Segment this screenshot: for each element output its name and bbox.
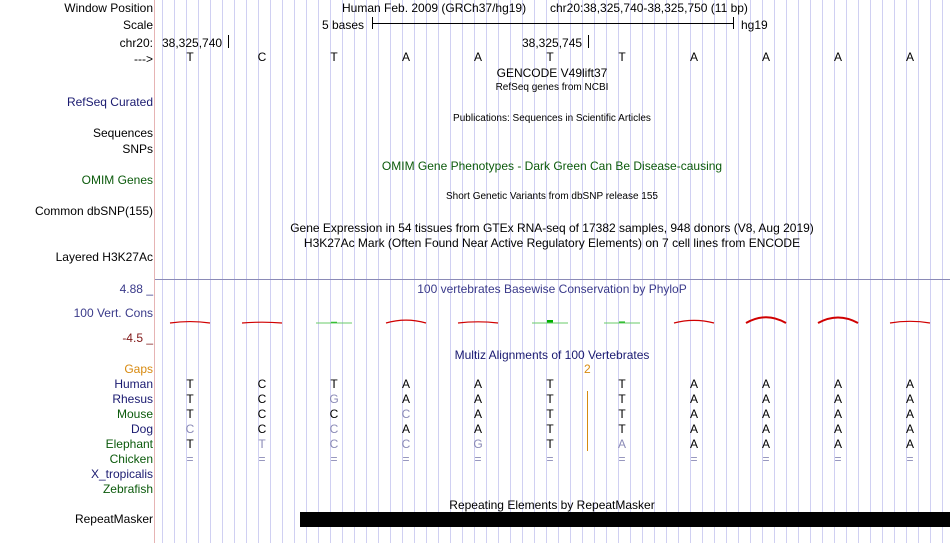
sequence-base: A xyxy=(761,50,770,64)
common-dbsnp-label[interactable]: Common dbSNP(155) xyxy=(34,204,153,218)
alignment-base: C xyxy=(329,437,339,451)
phylop-arc xyxy=(818,317,858,323)
gridline xyxy=(894,0,895,543)
gridline xyxy=(654,0,655,543)
alignment-base: A xyxy=(833,407,842,421)
alignment-base: = xyxy=(690,452,698,466)
phylop-arc xyxy=(746,317,786,323)
alignment-base: A xyxy=(689,377,698,391)
phylop-arc xyxy=(890,321,930,323)
layered-h3k27ac-label[interactable]: Layered H3K27Ac xyxy=(55,250,153,264)
alignment-base: A xyxy=(401,422,410,436)
phylop-arc xyxy=(386,320,426,323)
gridline xyxy=(786,0,787,543)
alignment-base: C xyxy=(257,407,267,421)
sequence-base: A xyxy=(833,50,842,64)
alignment-base: A xyxy=(905,407,914,421)
gridline xyxy=(306,0,307,543)
alignment-base: T xyxy=(546,422,554,436)
gridline xyxy=(666,0,667,543)
gridline xyxy=(462,0,463,543)
gtex-track-title[interactable]: Gene Expression in 54 tissues from GTEx RNA-seq of 17382 samples, 948 donors (V8, Aug 2019) xyxy=(290,221,814,235)
scale-label: Scale xyxy=(122,18,153,32)
species-label-x_tropicalis[interactable]: X_tropicalis xyxy=(90,467,153,481)
repeatmasker-track-title[interactable]: Repeating Elements by RepeatMasker xyxy=(449,498,655,512)
gridline xyxy=(390,0,391,543)
gridline xyxy=(234,0,235,543)
alignment-base: T xyxy=(546,392,554,406)
phylop-arc xyxy=(242,322,282,323)
alignment-base: T xyxy=(186,392,194,406)
phylop-arc xyxy=(458,322,498,323)
phylop-max-value: 4.88 _ xyxy=(119,282,153,296)
species-label-rhesus[interactable]: Rhesus xyxy=(112,392,153,406)
alignment-base: C xyxy=(257,422,267,436)
sequence-base: T xyxy=(186,50,194,64)
alignment-base: A xyxy=(473,407,482,421)
alignment-base: = xyxy=(186,452,194,466)
species-label-zebrafish[interactable]: Zebrafish xyxy=(102,482,153,496)
alignment-base: = xyxy=(762,452,770,466)
alignment-base: = xyxy=(906,452,914,466)
species-label-dog[interactable]: Dog xyxy=(130,422,153,436)
alignment-base: A xyxy=(833,392,842,406)
alignment-base: C xyxy=(257,392,267,406)
gap-count: 2 xyxy=(584,362,591,376)
alignment-base: A xyxy=(833,422,842,436)
alignment-base: G xyxy=(329,392,339,406)
alignment-base: = xyxy=(330,452,338,466)
alignment-base: T xyxy=(618,407,626,421)
coord-mid-tick xyxy=(588,35,589,48)
repeat-element-bar[interactable] xyxy=(300,512,950,527)
alignment-base: A xyxy=(473,422,482,436)
gridline xyxy=(870,0,871,543)
alignment-base: T xyxy=(186,407,194,421)
assembly-name[interactable]: Human Feb. 2009 (GRCh37/hg19) xyxy=(342,1,527,15)
gridline xyxy=(354,0,355,543)
sequence-base: A xyxy=(905,50,914,64)
alignment-base: A xyxy=(689,437,698,451)
alignment-base: = xyxy=(546,452,554,466)
omim-genes-label[interactable]: OMIM Genes xyxy=(81,173,153,187)
scale-bar xyxy=(372,23,734,24)
alignment-base: A xyxy=(833,437,842,451)
gridline xyxy=(738,0,739,543)
gridline xyxy=(210,0,211,543)
alignment-base: A xyxy=(833,377,842,391)
publications-track-title[interactable]: Publications: Sequences in Scientific Articles xyxy=(453,113,651,124)
gridline xyxy=(750,0,751,543)
alignment-base: T xyxy=(618,377,626,391)
alignment-base: T xyxy=(546,437,554,451)
species-label-mouse[interactable]: Mouse xyxy=(116,407,153,421)
alignment-base: C xyxy=(185,422,195,436)
alignment-base: A xyxy=(689,407,698,421)
alignment-base: G xyxy=(473,437,483,451)
gridline xyxy=(294,0,295,543)
phylop-arc xyxy=(674,320,714,323)
coord-mid: 38,325,745 xyxy=(522,36,583,50)
alignment-base: A xyxy=(761,422,770,436)
gridline xyxy=(714,0,715,543)
sequence-base: T xyxy=(546,50,554,64)
alignment-base: C xyxy=(329,422,339,436)
scale-db: hg19 xyxy=(741,18,768,32)
alignment-base: T xyxy=(258,437,266,451)
alignment-base: = xyxy=(474,452,482,466)
gridline xyxy=(678,0,679,543)
gridline xyxy=(438,0,439,543)
alignment-base: A xyxy=(761,407,770,421)
phylop-track-title[interactable]: 100 vertebrates Basewise Conservation by PhyloP xyxy=(417,282,687,296)
alignment-base: A xyxy=(905,392,914,406)
alignment-base: A xyxy=(761,392,770,406)
sequences-label[interactable]: Sequences xyxy=(92,126,153,140)
alignment-base: A xyxy=(617,437,626,451)
100-vert-cons-label[interactable]: 100 Vert. Cons xyxy=(73,306,153,320)
sequence-base: A xyxy=(473,50,482,64)
phylop-arc xyxy=(170,322,210,323)
alignment-base: = xyxy=(258,452,266,466)
alignment-base: T xyxy=(186,437,194,451)
gridline xyxy=(174,0,175,543)
species-label-elephant[interactable]: Elephant xyxy=(105,437,153,451)
coord-left-tick xyxy=(228,35,229,48)
dbsnp-track-title[interactable]: Short Genetic Variants from dbSNP release 155 xyxy=(446,191,658,202)
track-group-separator xyxy=(155,279,950,280)
alignment-base: = xyxy=(618,452,626,466)
alignment-base: A xyxy=(401,392,410,406)
phylop-wiggle[interactable] xyxy=(155,300,950,340)
gridline xyxy=(858,0,859,543)
gridline xyxy=(726,0,727,543)
alignment-base: A xyxy=(473,377,482,391)
gencode-track-title[interactable]: GENCODE V49lift37 xyxy=(496,66,608,80)
alignment-base: T xyxy=(618,422,626,436)
alignment-base: = xyxy=(834,452,842,466)
alignment-base: A xyxy=(761,377,770,391)
alignment-base: A xyxy=(473,392,482,406)
refseq-curated-label[interactable]: RefSeq Curated xyxy=(66,95,153,109)
gridline xyxy=(366,0,367,543)
alignment-base: A xyxy=(905,422,914,436)
gridline xyxy=(282,0,283,543)
alignment-base: A xyxy=(689,392,698,406)
gridline xyxy=(162,0,163,543)
gridline xyxy=(318,0,319,543)
alignment-base: A xyxy=(689,422,698,436)
multiz-track-title[interactable]: Multiz Alignments of 100 Vertebrates xyxy=(454,348,650,362)
gridline xyxy=(810,0,811,543)
species-label-human[interactable]: Human xyxy=(114,377,153,391)
alignment-base: T xyxy=(546,407,554,421)
alignment-base: T xyxy=(186,377,194,391)
alignment-base: T xyxy=(618,392,626,406)
window-position-label: Window Position xyxy=(64,1,153,15)
sequence-base: C xyxy=(257,50,267,64)
phylop-min-value: -4.5 _ xyxy=(122,331,153,345)
gridline xyxy=(942,0,943,543)
sequence-base: T xyxy=(330,50,338,64)
omim-track-title[interactable]: OMIM Gene Phenotypes - Dark Green Can Be Disease-causing xyxy=(381,159,723,173)
h3k27ac-track-title[interactable]: H3K27Ac Mark (Often Found Near Active Regulatory Elements) on 7 cell lines from ENCODE xyxy=(303,236,801,250)
refseq-track-title[interactable]: RefSeq genes from NCBI xyxy=(495,82,609,93)
alignment-base: C xyxy=(257,377,267,391)
sequence-base: A xyxy=(689,50,698,64)
gridline xyxy=(882,0,883,543)
alignment-base: C xyxy=(329,407,339,421)
species-label-chicken[interactable]: Chicken xyxy=(109,452,153,466)
alignment-base: T xyxy=(330,377,338,391)
alignment-base: = xyxy=(402,452,410,466)
gridline xyxy=(450,0,451,543)
gaps-label[interactable]: Gaps xyxy=(124,362,153,376)
sequence-base: A xyxy=(401,50,410,64)
strand-label[interactable]: ---> xyxy=(134,52,153,66)
alignment-base: C xyxy=(401,407,411,421)
window-position-value[interactable]: chr20:38,325,740-38,325,750 (11 bp) xyxy=(550,1,748,15)
alignment-base: A xyxy=(905,437,914,451)
gridline xyxy=(642,0,643,543)
alignment-base: T xyxy=(546,377,554,391)
sequence-base: T xyxy=(618,50,626,64)
alignment-base: C xyxy=(401,437,411,451)
gridline xyxy=(822,0,823,543)
gridline xyxy=(222,0,223,543)
gridline xyxy=(426,0,427,543)
chrom-label: chr20: xyxy=(119,36,153,50)
label-panel-separator xyxy=(154,0,155,543)
scale-bar-right-tick xyxy=(733,17,734,29)
gridline xyxy=(798,0,799,543)
alignment-base: A xyxy=(905,377,914,391)
alignment-base: A xyxy=(401,377,410,391)
gridline xyxy=(378,0,379,543)
scale-text: 5 bases xyxy=(322,18,365,32)
gridline xyxy=(930,0,931,543)
snps-label[interactable]: SNPs xyxy=(122,142,153,156)
gridline xyxy=(246,0,247,543)
alignment-base: A xyxy=(761,437,770,451)
coord-left: 38,325,740 xyxy=(162,36,223,50)
repeatmasker-label[interactable]: RepeatMasker xyxy=(74,512,153,526)
gap-indicator xyxy=(587,391,588,451)
